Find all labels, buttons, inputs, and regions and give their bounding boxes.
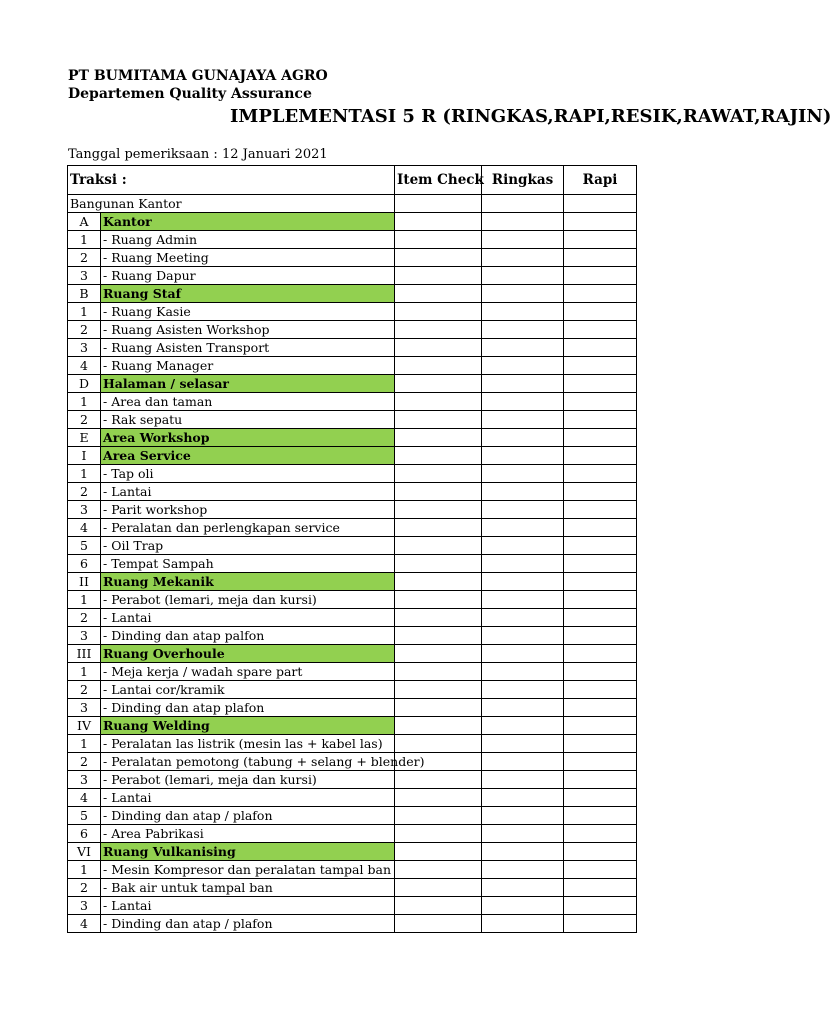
- ringkas-cell[interactable]: [482, 429, 564, 447]
- table-row: [68, 393, 637, 411]
- table-row: [68, 861, 637, 879]
- item-check-cell[interactable]: [395, 429, 482, 447]
- section-row: [68, 285, 637, 303]
- rapi-cell[interactable]: [564, 573, 637, 591]
- row-number: 3: [68, 897, 101, 915]
- rapi-cell[interactable]: [564, 861, 637, 879]
- item-label: - Peralatan las listrik (mesin las + kabel las): [101, 735, 395, 753]
- rapi-cell[interactable]: [564, 591, 637, 609]
- item-label: - Meja kerja / wadah spare part: [101, 663, 395, 681]
- item-check-cell[interactable]: [395, 375, 482, 393]
- ringkas-cell[interactable]: [482, 897, 564, 915]
- ringkas-cell[interactable]: [482, 285, 564, 303]
- table-row: [68, 735, 637, 753]
- item-check-cell[interactable]: [395, 915, 482, 933]
- rapi-cell[interactable]: [564, 609, 637, 627]
- ringkas-cell[interactable]: [482, 861, 564, 879]
- ringkas-cell[interactable]: [482, 735, 564, 753]
- item-check-cell[interactable]: [395, 699, 482, 717]
- item-label: - Perabot (lemari, meja dan kursi): [101, 591, 395, 609]
- rapi-cell[interactable]: [564, 321, 637, 339]
- item-check-cell[interactable]: [395, 645, 482, 663]
- ringkas-cell[interactable]: [482, 699, 564, 717]
- table-row: [68, 807, 637, 825]
- ringkas-cell[interactable]: [482, 879, 564, 897]
- row-number: 3: [68, 771, 101, 789]
- row-number: 3: [68, 627, 101, 645]
- ringkas-cell[interactable]: [482, 267, 564, 285]
- rapi-cell[interactable]: [564, 717, 637, 735]
- row-number: 2: [68, 483, 101, 501]
- row-number: B: [68, 285, 101, 303]
- column-header-ringkas: Ringkas: [482, 166, 564, 195]
- item-label: - Tap oli: [101, 465, 395, 483]
- item-check-cell[interactable]: [395, 213, 482, 231]
- ringkas-cell[interactable]: [482, 537, 564, 555]
- item-label: - Ruang Admin: [101, 231, 395, 249]
- rapi-cell[interactable]: [564, 807, 637, 825]
- checklist-table: [67, 165, 637, 933]
- item-label: - Lantai: [101, 789, 395, 807]
- table-row: [68, 771, 637, 789]
- checklist-body: [68, 166, 637, 933]
- company-name: PT BUMITAMA GUNAJAYA AGRO: [68, 68, 328, 84]
- rapi-cell[interactable]: [564, 555, 637, 573]
- item-check-cell[interactable]: [395, 627, 482, 645]
- item-check-cell[interactable]: [395, 735, 482, 753]
- row-number: 3: [68, 267, 101, 285]
- section-row: [68, 717, 637, 735]
- item-label: - Rak sepatu: [101, 411, 395, 429]
- item-check-cell[interactable]: [395, 771, 482, 789]
- item-check-cell[interactable]: [395, 789, 482, 807]
- item-label: - Dinding dan atap / plafon: [101, 807, 395, 825]
- row-number: VI: [68, 843, 101, 861]
- table-row: [68, 753, 637, 771]
- section-label: Area Service: [101, 447, 395, 465]
- item-label: - Dinding dan atap plafon: [101, 699, 395, 717]
- table-row: [68, 915, 637, 933]
- item-check-cell[interactable]: [395, 285, 482, 303]
- table-row: [68, 303, 637, 321]
- table-row: [68, 411, 637, 429]
- section-label: Kantor: [101, 213, 395, 231]
- rapi-cell[interactable]: [564, 249, 637, 267]
- item-check-cell[interactable]: [395, 501, 482, 519]
- item-check-cell[interactable]: [395, 339, 482, 357]
- item-check-cell[interactable]: [395, 357, 482, 375]
- section-row: [68, 573, 637, 591]
- ringkas-cell[interactable]: [482, 519, 564, 537]
- ringkas-cell[interactable]: [482, 915, 564, 933]
- item-check-cell[interactable]: [395, 321, 482, 339]
- item-label: - Ruang Manager: [101, 357, 395, 375]
- rapi-cell[interactable]: [564, 645, 637, 663]
- item-check-cell[interactable]: [395, 843, 482, 861]
- ringkas-cell[interactable]: [482, 663, 564, 681]
- item-check-cell[interactable]: [395, 897, 482, 915]
- ringkas-cell[interactable]: [482, 807, 564, 825]
- item-check-cell[interactable]: [395, 807, 482, 825]
- item-label: - Lantai: [101, 897, 395, 915]
- item-check-cell[interactable]: [395, 591, 482, 609]
- row-number: 2: [68, 411, 101, 429]
- rapi-cell[interactable]: [564, 393, 637, 411]
- rapi-cell[interactable]: [564, 411, 637, 429]
- table-header-row: [68, 166, 637, 195]
- row-number: 6: [68, 825, 101, 843]
- ringkas-cell[interactable]: [482, 717, 564, 735]
- table-row: [68, 825, 637, 843]
- row-number: 4: [68, 789, 101, 807]
- item-label: - Ruang Asisten Transport: [101, 339, 395, 357]
- table-row: [68, 465, 637, 483]
- row-number: D: [68, 375, 101, 393]
- section-label: Ruang Overhoule: [101, 645, 395, 663]
- ringkas-cell[interactable]: [482, 825, 564, 843]
- rapi-cell[interactable]: [564, 681, 637, 699]
- rapi-cell[interactable]: [564, 231, 637, 249]
- group-label: Bangunan Kantor: [68, 195, 395, 213]
- row-number: 1: [68, 393, 101, 411]
- row-number: 5: [68, 537, 101, 555]
- item-check-cell[interactable]: [395, 879, 482, 897]
- rapi-cell[interactable]: [564, 879, 637, 897]
- table-row: [68, 591, 637, 609]
- rapi-cell[interactable]: [564, 735, 637, 753]
- row-number: 1: [68, 303, 101, 321]
- item-check-cell[interactable]: [395, 861, 482, 879]
- rapi-cell[interactable]: [564, 195, 637, 213]
- table-row: [68, 627, 637, 645]
- ringkas-cell[interactable]: [482, 231, 564, 249]
- rapi-cell[interactable]: [564, 753, 637, 771]
- item-check-cell[interactable]: [395, 483, 482, 501]
- rapi-cell[interactable]: [564, 663, 637, 681]
- item-label: - Ruang Dapur: [101, 267, 395, 285]
- ringkas-cell[interactable]: [482, 303, 564, 321]
- table-row: [68, 555, 637, 573]
- item-label: - Peralatan pemotong (tabung + selang + blender): [101, 753, 395, 771]
- row-number: 3: [68, 501, 101, 519]
- rapi-cell[interactable]: [564, 771, 637, 789]
- row-number: 2: [68, 249, 101, 267]
- item-check-cell[interactable]: [395, 609, 482, 627]
- ringkas-cell[interactable]: [482, 483, 564, 501]
- item-check-cell[interactable]: [395, 447, 482, 465]
- item-check-cell[interactable]: [395, 537, 482, 555]
- section-label: Ruang Staf: [101, 285, 395, 303]
- rapi-cell[interactable]: [564, 843, 637, 861]
- ringkas-cell[interactable]: [482, 753, 564, 771]
- item-check-cell[interactable]: [395, 573, 482, 591]
- rapi-cell[interactable]: [564, 789, 637, 807]
- row-number: E: [68, 429, 101, 447]
- ringkas-cell[interactable]: [482, 249, 564, 267]
- rapi-cell[interactable]: [564, 429, 637, 447]
- item-label: - Tempat Sampah: [101, 555, 395, 573]
- table-row: [68, 681, 637, 699]
- table-row: [68, 879, 637, 897]
- row-number: 1: [68, 735, 101, 753]
- table-row: [68, 789, 637, 807]
- table-row: [68, 249, 637, 267]
- item-label: - Dinding dan atap / plafon: [101, 915, 395, 933]
- section-row: [68, 213, 637, 231]
- item-label: - Peralatan dan perlengkapan service: [101, 519, 395, 537]
- ringkas-cell[interactable]: [482, 411, 564, 429]
- table-row: [68, 321, 637, 339]
- row-number: A: [68, 213, 101, 231]
- row-number: 2: [68, 321, 101, 339]
- item-check-cell[interactable]: [395, 465, 482, 483]
- item-check-cell[interactable]: [395, 681, 482, 699]
- ringkas-cell[interactable]: [482, 627, 564, 645]
- column-header-traksi: Traksi :: [68, 166, 395, 195]
- rapi-cell[interactable]: [564, 897, 637, 915]
- inspection-date: Tanggal pemeriksaan : 12 Januari 2021: [68, 147, 328, 162]
- section-label: Ruang Mekanik: [101, 573, 395, 591]
- item-check-cell[interactable]: [395, 825, 482, 843]
- rapi-cell[interactable]: [564, 339, 637, 357]
- row-number: 1: [68, 591, 101, 609]
- item-check-cell[interactable]: [395, 231, 482, 249]
- rapi-cell[interactable]: [564, 627, 637, 645]
- rapi-cell[interactable]: [564, 375, 637, 393]
- item-label: - Parit workshop: [101, 501, 395, 519]
- row-number: 6: [68, 555, 101, 573]
- table-row: [68, 267, 637, 285]
- item-label: - Ruang Meeting: [101, 249, 395, 267]
- row-number: 3: [68, 339, 101, 357]
- row-number: 1: [68, 663, 101, 681]
- row-number: 2: [68, 609, 101, 627]
- ringkas-cell[interactable]: [482, 555, 564, 573]
- ringkas-cell[interactable]: [482, 609, 564, 627]
- rapi-cell[interactable]: [564, 519, 637, 537]
- ringkas-cell[interactable]: [482, 573, 564, 591]
- rapi-cell[interactable]: [564, 915, 637, 933]
- row-number: 3: [68, 699, 101, 717]
- table-row: [68, 501, 637, 519]
- rapi-cell[interactable]: [564, 357, 637, 375]
- row-number: II: [68, 573, 101, 591]
- rapi-cell[interactable]: [564, 267, 637, 285]
- table-row: [68, 699, 637, 717]
- rapi-cell[interactable]: [564, 465, 637, 483]
- item-check-cell[interactable]: [395, 519, 482, 537]
- ringkas-cell[interactable]: [482, 681, 564, 699]
- row-number: 1: [68, 861, 101, 879]
- table-row: [68, 483, 637, 501]
- section-label: Area Workshop: [101, 429, 395, 447]
- rapi-cell[interactable]: [564, 213, 637, 231]
- item-label: - Lantai: [101, 483, 395, 501]
- ringkas-cell[interactable]: [482, 321, 564, 339]
- rapi-cell[interactable]: [564, 285, 637, 303]
- item-label: - Lantai cor/kramik: [101, 681, 395, 699]
- item-label: - Lantai: [101, 609, 395, 627]
- row-number: 4: [68, 915, 101, 933]
- row-number: 5: [68, 807, 101, 825]
- rapi-cell[interactable]: [564, 483, 637, 501]
- item-label: - Dinding dan atap palfon: [101, 627, 395, 645]
- section-row: [68, 429, 637, 447]
- row-number: 1: [68, 465, 101, 483]
- row-number: 4: [68, 357, 101, 375]
- item-label: - Ruang Asisten Workshop: [101, 321, 395, 339]
- row-number: 4: [68, 519, 101, 537]
- row-number: I: [68, 447, 101, 465]
- item-label: - Area dan taman: [101, 393, 395, 411]
- item-check-cell[interactable]: [395, 555, 482, 573]
- table-row: [68, 195, 637, 213]
- table-row: [68, 537, 637, 555]
- section-row: [68, 375, 637, 393]
- row-number: IV: [68, 717, 101, 735]
- item-label: - Mesin Kompresor dan peralatan tampal ban: [101, 861, 395, 879]
- item-label: - Bak air untuk tampal ban: [101, 879, 395, 897]
- column-header-rapi: Rapi: [564, 166, 637, 195]
- section-row: [68, 843, 637, 861]
- item-check-cell[interactable]: [395, 303, 482, 321]
- ringkas-cell[interactable]: [482, 465, 564, 483]
- ringkas-cell[interactable]: [482, 645, 564, 663]
- table-row: [68, 663, 637, 681]
- rapi-cell[interactable]: [564, 699, 637, 717]
- item-label: - Oil Trap: [101, 537, 395, 555]
- ringkas-cell[interactable]: [482, 357, 564, 375]
- item-label: - Ruang Kasie: [101, 303, 395, 321]
- item-label: - Perabot (lemari, meja dan kursi): [101, 771, 395, 789]
- row-number: 2: [68, 879, 101, 897]
- rapi-cell[interactable]: [564, 303, 637, 321]
- section-row: [68, 447, 637, 465]
- row-number: III: [68, 645, 101, 663]
- row-number: 1: [68, 231, 101, 249]
- item-check-cell[interactable]: [395, 195, 482, 213]
- section-row: [68, 645, 637, 663]
- item-check-cell[interactable]: [395, 249, 482, 267]
- table-row: [68, 897, 637, 915]
- rapi-cell[interactable]: [564, 447, 637, 465]
- table-row: [68, 357, 637, 375]
- ringkas-cell[interactable]: [482, 339, 564, 357]
- table-row: [68, 339, 637, 357]
- item-check-cell[interactable]: [395, 663, 482, 681]
- table-row: [68, 609, 637, 627]
- ringkas-cell[interactable]: [482, 843, 564, 861]
- page-title: IMPLEMENTASI 5 R (RINGKAS,RAPI,RESIK,RAWAT,RAJIN): [230, 106, 831, 127]
- ringkas-cell[interactable]: [482, 447, 564, 465]
- ringkas-cell[interactable]: [482, 789, 564, 807]
- column-header-item-check: Item Check: [395, 166, 482, 195]
- row-number: 2: [68, 681, 101, 699]
- section-label: Ruang Vulkanising: [101, 843, 395, 861]
- row-number: 2: [68, 753, 101, 771]
- section-label: Halaman / selasar: [101, 375, 395, 393]
- table-row: [68, 519, 637, 537]
- ringkas-cell[interactable]: [482, 195, 564, 213]
- ringkas-cell[interactable]: [482, 213, 564, 231]
- rapi-cell[interactable]: [564, 501, 637, 519]
- ringkas-cell[interactable]: [482, 393, 564, 411]
- item-check-cell[interactable]: [395, 393, 482, 411]
- ringkas-cell[interactable]: [482, 591, 564, 609]
- item-check-cell[interactable]: [395, 267, 482, 285]
- rapi-cell[interactable]: [564, 537, 637, 555]
- ringkas-cell[interactable]: [482, 375, 564, 393]
- rapi-cell[interactable]: [564, 825, 637, 843]
- item-check-cell[interactable]: [395, 717, 482, 735]
- section-label: Ruang Welding: [101, 717, 395, 735]
- ringkas-cell[interactable]: [482, 501, 564, 519]
- ringkas-cell[interactable]: [482, 771, 564, 789]
- department-name: Departemen Quality Assurance: [68, 86, 312, 102]
- item-check-cell[interactable]: [395, 411, 482, 429]
- table-row: [68, 231, 637, 249]
- item-label: - Area Pabrikasi: [101, 825, 395, 843]
